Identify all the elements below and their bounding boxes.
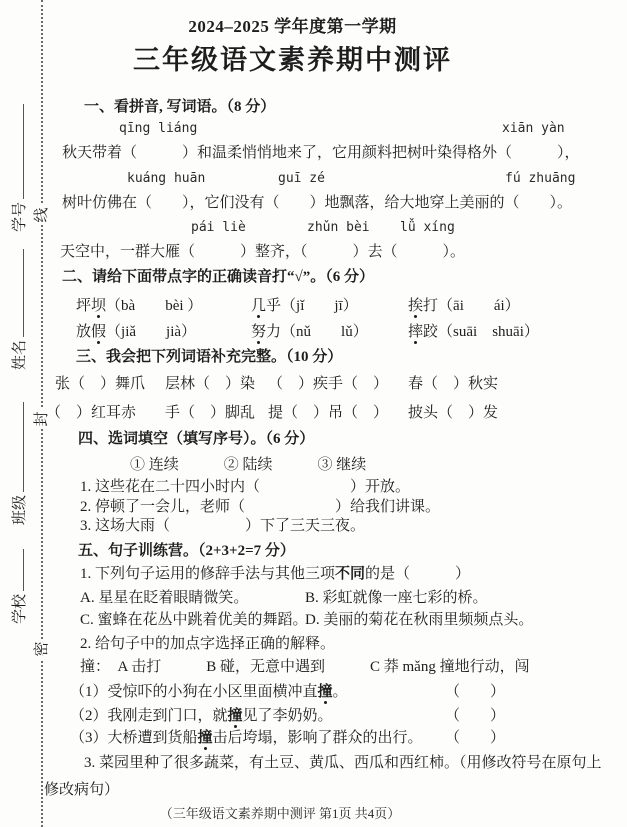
idiom-cell: （ ）疾手（ ） bbox=[268, 376, 389, 392]
reading-item: 挨打（āi ái） bbox=[408, 298, 520, 314]
answer-blank: （ ） bbox=[445, 684, 506, 700]
sentence-item: （1）受惊吓的小狗在小区里面横冲直撞。 bbox=[70, 684, 348, 700]
emphasized-char: 撞 bbox=[317, 684, 333, 700]
seal-char-xian: 线 bbox=[33, 205, 51, 225]
emphasized-char: 假 bbox=[91, 324, 107, 340]
pinyin-xianyan: xiān yàn bbox=[502, 121, 565, 136]
idiom-cell: （ ）红耳赤 bbox=[46, 405, 137, 421]
question-3-line1: 3. 菜园里种了很多蔬菜，有土豆、黄瓜、西瓜和西红柿。（用修改符号在原句上 bbox=[84, 755, 602, 771]
reading-item: 努力（nǔ lǔ） bbox=[251, 324, 368, 340]
pinyin-options: （jiǎ jià） bbox=[106, 324, 197, 340]
definition-gloss: 撞： A 击打 B 碰，无意中遇到 C 莽 mǎng 撞地行动，闯 bbox=[80, 659, 530, 675]
idiom-cell: 张（ ）舞爪 bbox=[55, 376, 146, 392]
rhetoric-question: 1. 下列句子运用的修辞手法与其他三项不同的是（ ） bbox=[80, 566, 471, 582]
blank-rule bbox=[21, 104, 24, 199]
side-label-text: 班级 bbox=[12, 494, 28, 525]
reading-item: 几乎（jǐ jī） bbox=[251, 298, 358, 314]
section1-header: 一、看拼音, 写词语。（8 分） bbox=[84, 99, 276, 115]
choice-d: D. 美丽的菊花在秋雨里频频点头。 bbox=[305, 612, 534, 628]
reading-item: 坪坝（bà bèi ） bbox=[76, 298, 203, 314]
school-label bbox=[10, 549, 30, 624]
fill-line-1: 秋天带着（ ）和温柔悄悄地来了，它用颜料把树叶染得格外（ ）， bbox=[62, 145, 580, 161]
emphasized-char: 撞 bbox=[227, 708, 243, 724]
idiom-cell: 披头（ ）发 bbox=[408, 405, 499, 421]
idiom-cell: 层林（ ）染 bbox=[165, 376, 256, 392]
emphasized-char: 坝 bbox=[91, 298, 107, 314]
idiom-cell: 春（ ）秋实 bbox=[408, 376, 499, 392]
pinyin-kuanghuan: kuáng huān bbox=[127, 171, 206, 186]
pinyin-qingliang: qīng liáng bbox=[119, 121, 198, 136]
section5-header: 五、句子训练营。（2+3+2=7 分） bbox=[78, 543, 295, 559]
side-label-text: 姓名 bbox=[12, 339, 28, 370]
emphasized-char: 努 bbox=[251, 324, 267, 340]
emphasized-char: 几 bbox=[251, 298, 267, 314]
choice-b: B. 彩虹就像一座七彩的桥。 bbox=[305, 590, 488, 606]
blank-rule bbox=[21, 402, 24, 492]
student-id-label bbox=[10, 104, 30, 232]
answer-blank: （ ） bbox=[445, 708, 506, 724]
blank-rule bbox=[21, 549, 24, 591]
pinyin-options: （jǐ jī） bbox=[281, 298, 358, 314]
seal-char-mi: 密 bbox=[33, 639, 51, 659]
section4-header: 四、选词填空（填写序号）。（6 分） bbox=[78, 431, 315, 447]
side-label-text: 学号 bbox=[12, 201, 28, 232]
pinyin-lvxing: lǚ xíng bbox=[400, 220, 455, 235]
section2-header: 二、请给下面带点字的正确读音打“√”。（6 分） bbox=[62, 269, 374, 285]
page-footer: （三年级语文素养期中测评 第1页 共4页） bbox=[159, 806, 401, 821]
class-label bbox=[10, 402, 30, 525]
student-name-label bbox=[10, 249, 30, 370]
reading-item: 放假（jiǎ jià） bbox=[76, 324, 197, 340]
pinyin-zhunbei: zhǔn bèi bbox=[307, 220, 370, 235]
pinyin-options: （āi ái） bbox=[438, 298, 520, 314]
emphasized-char: 挨 bbox=[408, 298, 424, 314]
semester-title: 2024–2025 学年度第一学期 bbox=[188, 17, 397, 36]
fill-item: 3. 这场大雨（ ）下了三天三夜。 bbox=[80, 518, 366, 534]
word-options-row: ① 连续 ② 陆续 ③ 继续 bbox=[130, 457, 367, 473]
fill-line-3: 天空中，一群大雁（ ）整齐，（ ）去（ ）。 bbox=[60, 244, 466, 260]
question-2: 2. 给句子中的加点字选择正确的解释。 bbox=[80, 636, 336, 652]
answer-blank: （ ） bbox=[445, 730, 506, 746]
sentence-item: （2）我刚走到门口，就撞见了李奶奶。 bbox=[70, 708, 333, 724]
emphasized-char: 撞 bbox=[197, 730, 213, 746]
fill-item: 2. 停顿了一会儿，老师（ ）给我们讲课。 bbox=[80, 499, 441, 515]
pinyin-options: （suāi shuāi） bbox=[438, 324, 539, 340]
exam-title: 三年级语文素养期中测评 bbox=[133, 45, 452, 75]
idiom-cell: 提（ ）吊（ ） bbox=[268, 405, 389, 421]
fill-item: 1. 这些花在二十四小时内（ ）开放。 bbox=[80, 479, 411, 495]
pinyin-options: （bà bèi ） bbox=[106, 298, 203, 314]
section3-header: 三、我会把下列词语补充完整。（10 分） bbox=[76, 349, 343, 365]
pinyin-pailie: pái liè bbox=[191, 220, 246, 235]
pinyin-guize: guī zé bbox=[278, 171, 325, 186]
idiom-cell: 手（ ）脚乱 bbox=[165, 405, 256, 421]
blank-rule bbox=[21, 249, 24, 337]
question-3-line2: 修改病句） bbox=[44, 782, 120, 798]
emphasized-char: 摔 bbox=[408, 324, 424, 340]
reading-item: 摔跤（suāi shuāi） bbox=[408, 324, 539, 340]
choice-c: C. 蜜蜂在花丛中跳着优美的舞蹈。 bbox=[80, 612, 308, 628]
sentence-item: （3）大桥遭到货船撞击后垮塌，影响了群众的出行。 bbox=[70, 730, 423, 746]
fill-line-2: 树叶仿佛在（ ），它们没有（ ）地飘落，给大地穿上美丽的（ ）。 bbox=[62, 195, 573, 211]
choice-a: A. 星星在眨着眼睛微笑。 bbox=[80, 590, 249, 606]
seal-char-feng: 封 bbox=[33, 409, 51, 429]
bold-word: 不同 bbox=[335, 566, 366, 582]
side-label-text: 学校 bbox=[12, 593, 28, 624]
pinyin-fuzhuang: fú zhuāng bbox=[505, 171, 576, 186]
pinyin-options: （nǔ lǔ） bbox=[281, 324, 368, 340]
